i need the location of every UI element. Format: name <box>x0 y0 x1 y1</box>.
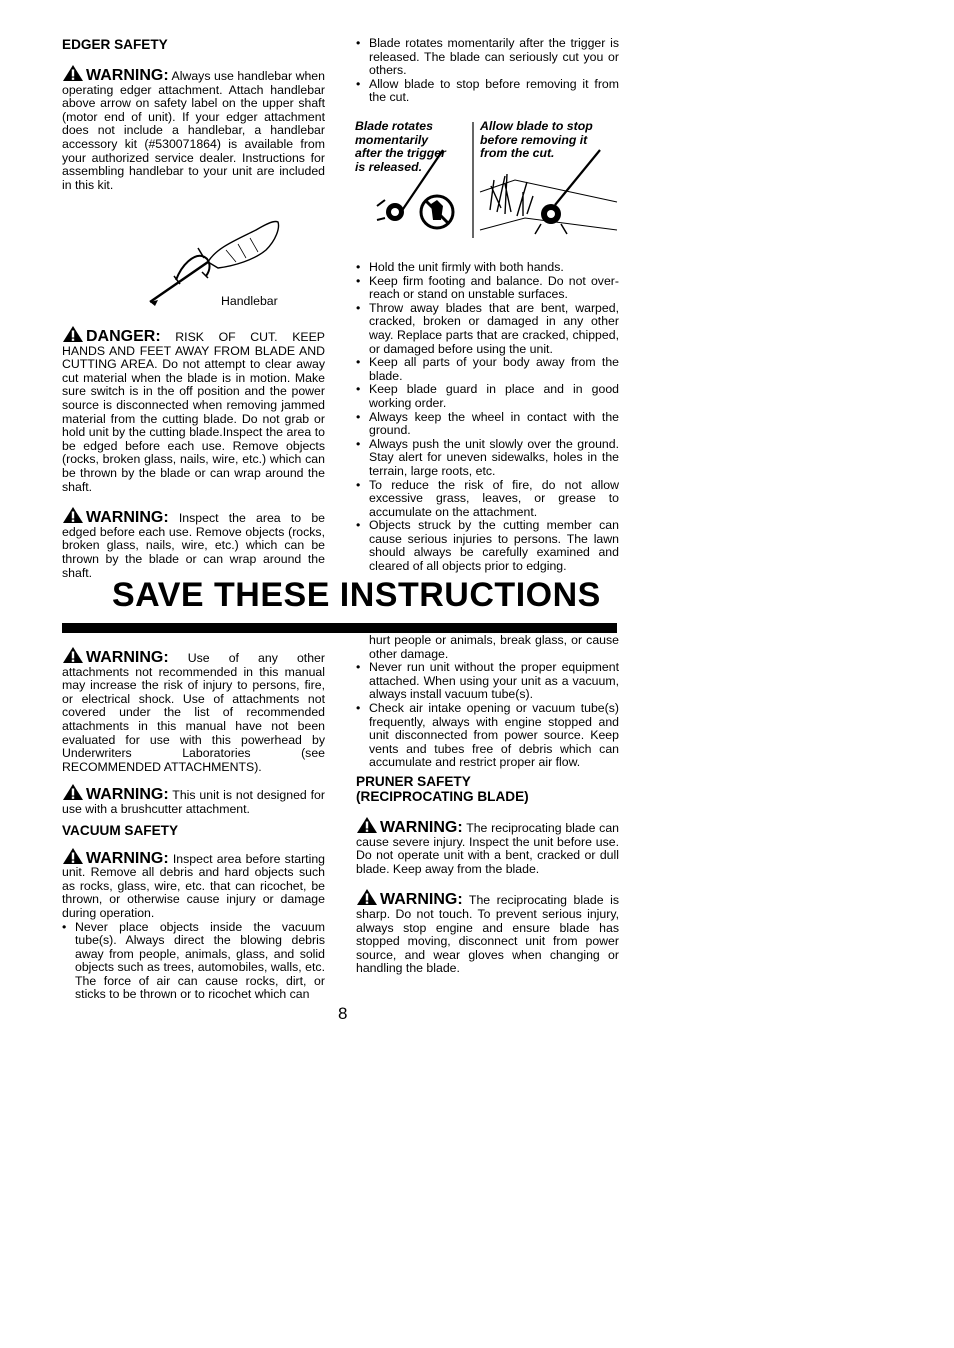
danger-warning-icon <box>62 325 84 343</box>
danger-text: RISK OF CUT. KEEP HANDS AND FEET AWAY FROM BLADE AND CUTTING AREA. Do not attempt to clear away cut material when the blade is in motion. Make sure switch is in the off position and the power source is disconnected when removing jammed material from the cutting blade. Do not grab or hold unit by the cutting blade.Inspect the area to be edged before each use. Remove objects (rocks, broken glass, nails, wire, etc.) which can be thrown by the blade or can wrap around the shaft. <box>62 330 325 494</box>
list-item: • Always push the unit slowly over the ground. Stay alert for uneven sidewalks, holes in the terrain, large roots, etc. <box>356 438 619 479</box>
danger-paragraph <box>62 325 325 494</box>
warning-handlebar-paragraph <box>62 64 325 192</box>
divider-bar <box>62 623 617 633</box>
right-column-section-2 <box>356 634 619 976</box>
edger-bullets <box>356 261 619 574</box>
vacuum-safety-heading: VACUUM SAFETY <box>62 822 179 838</box>
list-item: • Check air intake opening or vacuum tube(s) frequently, always with engine stopped and unit disconnected from power source. Keep vents and tubes free of debris which can accumulate and restrict proper air flow. <box>356 702 619 770</box>
left-column-lower <box>62 325 325 580</box>
list-item: • Objects struck by the cutting member can cause serious injuries to persons. The lawn should always be carefully examined and cleared of all objects prior to edging. <box>356 519 619 573</box>
list-item: • Throw away blades that are bent, warped, cracked, broken or damaged in any other way. Replace parts that are cracked, chipped, or damaged before using the unit. <box>356 302 619 356</box>
warning-icon <box>62 64 84 82</box>
list-item: • Never place objects inside the vacuum tube(s). Always direct the blowing debris away from people, animals, glass, and solid objects such as trees, automobiles, walls, etc. The force of air can cause rocks, dirt, or sticks to be thrown or to ricochet which can <box>62 921 325 1003</box>
list-item: • Allow blade to stop before removing it from the cut. <box>356 78 619 105</box>
warning-sharp-blade-paragraph <box>356 888 619 976</box>
list-item: • Never run unit without the proper equipment attached. When using your unit as a vacuum, always install vacuum tube(s). <box>356 661 619 702</box>
warning-icon <box>356 888 378 906</box>
warning-text: The reciprocating blade is sharp. Do not touch. To prevent serious injury, always stop engine and ensure blade has stopped moving, disconnect unit from power source, and wear gloves when changing or handling the blade. <box>356 893 619 976</box>
warning-text: Use of any other attachments not recommended in this manual may increase the risk of injury to persons, fire, or electrical shock. Use of attachments not covered under the list of recommended attachments in this manual have not been evaluated for use with this powerhead by Underwriters Laboratories (see RECOMMENDED ATTACHMENTS). <box>62 651 325 774</box>
right-column-middle <box>356 261 619 574</box>
warning-label: WARNING: <box>86 649 169 666</box>
warning-label: WARNING: <box>380 818 463 836</box>
list-item: • To reduce the risk of fire, do not allow excessive grass, leaves, or grease to accumulate on the attachment. <box>356 479 619 520</box>
warning-text: Inspect the area to be edged before each use. Remove objects (rocks, broken glass, nails, wire, etc.) which can be thrown by the blade or can wrap around the shaft. <box>62 511 325 580</box>
page-number: 8 <box>338 1004 348 1023</box>
warning-brushcutter-paragraph <box>62 783 325 816</box>
warning-label: WARNING: <box>86 67 169 84</box>
warning-icon <box>356 816 378 834</box>
blade-drawing <box>355 120 620 245</box>
left-column-upper <box>62 37 325 192</box>
warning-vacuum-paragraph <box>62 847 325 921</box>
list-item: • Keep all parts of your body away from the blade. <box>356 356 619 383</box>
list-item: • Blade rotates momentarily after the trigger is released. The blade can seriously cut you or others. <box>356 37 619 78</box>
warning-label: WARNING: <box>86 509 169 527</box>
warning-text: Inspect area before starting unit. Remove all debris and hard objects such as rocks, glass, wire, etc. that can ricochet, be thrown, or otherwise cause injury or damage during operation. <box>62 851 325 920</box>
vacuum-bullets <box>62 921 325 1003</box>
pruner-safety-subheading: (RECIPROCATING BLADE) <box>356 788 529 804</box>
list-item: • Always keep the wheel in contact with the ground. <box>356 411 619 438</box>
save-instructions-title: SAVE THESE INSTRUCTIONS <box>112 576 601 614</box>
warning-attachments-paragraph <box>62 646 325 774</box>
warning-label: WARNING: <box>86 786 169 804</box>
list-item: • Keep firm footing and balance. Do not over-reach or stand on unstable surfaces. <box>356 275 619 302</box>
warning-label: WARNING: <box>380 891 463 909</box>
warning-text: The reciprocating blade can cause severe injury. Inspect the unit before use. Do not operate unit with a bent, cracked or dull blade. Keep away from the blade. <box>356 820 619 876</box>
pruner-safety-heading: PRUNER SAFETY <box>356 773 471 789</box>
warning-icon <box>62 646 84 664</box>
danger-label: DANGER: <box>86 328 161 345</box>
warning-inspect-paragraph <box>62 506 325 580</box>
fig-right-label: Allow blade to stop before removing it from the cut. <box>480 119 593 161</box>
warning-text: This unit is not designed for use with a brushcutter attachment. <box>62 788 325 816</box>
left-column-section-2 <box>62 646 325 1002</box>
warning-text: Always use handlebar when operating edger attachment. Attach handlebar above arrow on safety label on the upper shaft (motor end of unit). If your edger attachment does not include a handlebar, a handlebar accessory kit (#530071864) is available from your authorized service dealer. Instructions for assembling handlebar to your unit are included in this kit. <box>62 69 325 192</box>
warning-reciprocating-paragraph <box>356 816 619 876</box>
warning-icon <box>62 783 84 801</box>
vacuum-bullets-continued <box>356 661 619 770</box>
warning-icon <box>62 506 84 524</box>
blade-bullets <box>356 37 619 105</box>
list-item: • Keep blade guard in place and in good working order. <box>356 383 619 410</box>
fig-left-label: Blade rotates momentarily after the trigger is released. <box>355 119 446 174</box>
warning-label: WARNING: <box>86 849 169 867</box>
edger-safety-heading: EDGER SAFETY <box>62 37 168 52</box>
warning-icon <box>62 847 84 865</box>
blade-stop-illustration <box>355 120 620 245</box>
continuation-text: hurt people or animals, break glass, or cause other damage. <box>369 633 619 661</box>
list-item: • Hold the unit firmly with both hands. <box>356 261 619 275</box>
handlebar-caption: Handlebar <box>221 294 278 308</box>
right-column-upper <box>356 37 619 105</box>
